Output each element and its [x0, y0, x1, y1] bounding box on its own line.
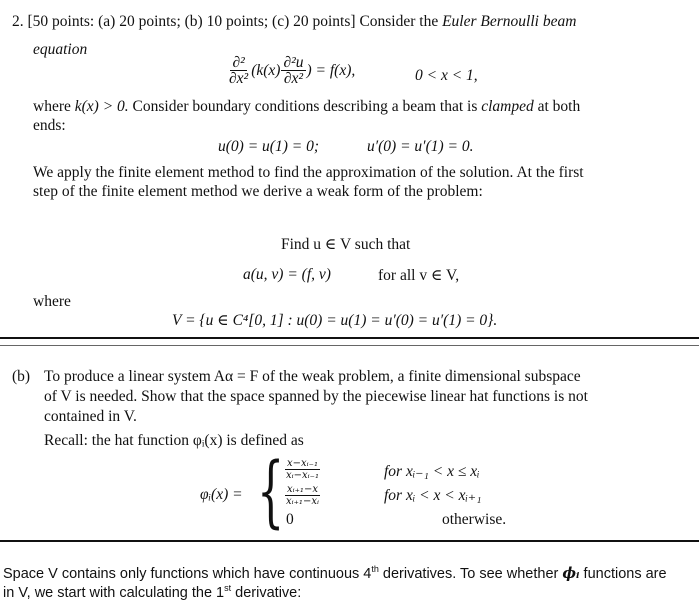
k-condition: k(x) > 0. — [74, 98, 129, 115]
answer-text-d: in V, we start with calculating the 1 — [3, 584, 225, 601]
answer-line-2 — [3, 579, 301, 603]
beam-pde: $\frac{\text{∂²}}{\text{∂x²}}$ (k(x) $\frac{\text{∂²u}}{\text{∂x²}}$ ) = f(x), — [229, 54, 356, 87]
intro-text: Consider the — [359, 13, 439, 30]
part-b-label: (b) — [12, 368, 31, 385]
case-2-fraction — [283, 484, 322, 507]
answer-text-c: functions are — [583, 565, 667, 582]
equation-name: Euler Bernoulli beam — [442, 13, 577, 30]
inner-derivative: $\frac{\text{∂²u}}{\text{∂x²}}$ — [283, 54, 304, 87]
bc-text: Consider boundary conditions describing a beam that is — [132, 98, 478, 115]
answer-text-b: derivatives. To see whether — [382, 565, 559, 582]
weak-form: a(u, v) = (f, v) — [243, 266, 331, 283]
domain-condition: 0 < x < 1, — [415, 67, 478, 84]
case-1-fraction — [283, 458, 322, 481]
superscript-th: th — [371, 564, 379, 574]
where-label: where — [33, 293, 71, 310]
case-2-numerator: xᵢ₊₁−x — [287, 484, 318, 495]
find-statement: Find u ∈ V such that — [281, 236, 411, 253]
part-b-line-1: To produce a linear system Aα = F of the weak problem, a finite dimensional subspace — [44, 368, 581, 385]
case-1-condition: for xᵢ₋₁ < x ≤ xᵢ — [384, 463, 480, 480]
fem-line-1: We apply the finite element method to find the approximation of the solution. At the first — [33, 164, 584, 181]
equation-word: equation — [33, 41, 88, 58]
clamped-word: clamped — [481, 98, 534, 115]
phi-symbol: ϕᵢ — [562, 564, 580, 582]
case-3-condition: otherwise. — [442, 511, 507, 528]
recall-line: Recall: the hat function φᵢ(x) is defined as — [44, 432, 304, 449]
answer-text-a: Space V contains only functions which have continuous 4 — [3, 565, 372, 582]
case-3-value: 0 — [286, 511, 294, 528]
bc-neumann: u′(0) = u′(1) = 0. — [367, 138, 474, 155]
bottom-divider — [0, 540, 699, 542]
part-b-line-2: of V is needed. Show that the space spanned by the piecewise linear hat functions is not — [44, 388, 588, 405]
k-condition-line — [33, 97, 580, 116]
answer-text-e: derivative: — [235, 584, 302, 601]
case-2-denominator: xᵢ₊₁−xᵢ — [286, 496, 319, 507]
ends-word: ends: — [33, 117, 66, 134]
bc-text-end: at both — [537, 98, 581, 115]
case-1-numerator: x−xᵢ₋₁ — [287, 458, 318, 469]
weak-form-quantifier: for all v ∈ V, — [378, 267, 460, 284]
problem-number: 2. — [12, 13, 24, 30]
top-divider-thin — [0, 345, 699, 346]
bc-dirichlet: u(0) = u(1) = 0; — [218, 138, 319, 155]
top-divider — [0, 337, 699, 339]
left-brace: { — [257, 447, 285, 537]
phi-lhs: φᵢ(x) = — [200, 486, 243, 503]
points-breakdown: [50 points: (a) 20 points; (b) 10 points; (c) 20 points] — [27, 13, 356, 30]
outer-derivative: $\frac{\text{∂²}}{\text{∂x²}}$ — [229, 54, 249, 87]
where-word: where — [33, 98, 71, 115]
space-definition: V = {u ∈ C⁴[0, 1] : u(0) = u(1) = u′(0) = u′(1) = 0}. — [172, 312, 498, 329]
case-2-condition: for xᵢ < x < xᵢ₊₁ — [384, 487, 482, 504]
problem-header — [12, 12, 576, 31]
superscript-st: st — [224, 583, 232, 593]
case-1-denominator: xᵢ−xᵢ₋₁ — [286, 470, 319, 481]
fem-line-2: step of the finite element method we derive a weak form of the problem: — [33, 183, 483, 200]
part-b-line-3: contained in V. — [44, 408, 137, 425]
